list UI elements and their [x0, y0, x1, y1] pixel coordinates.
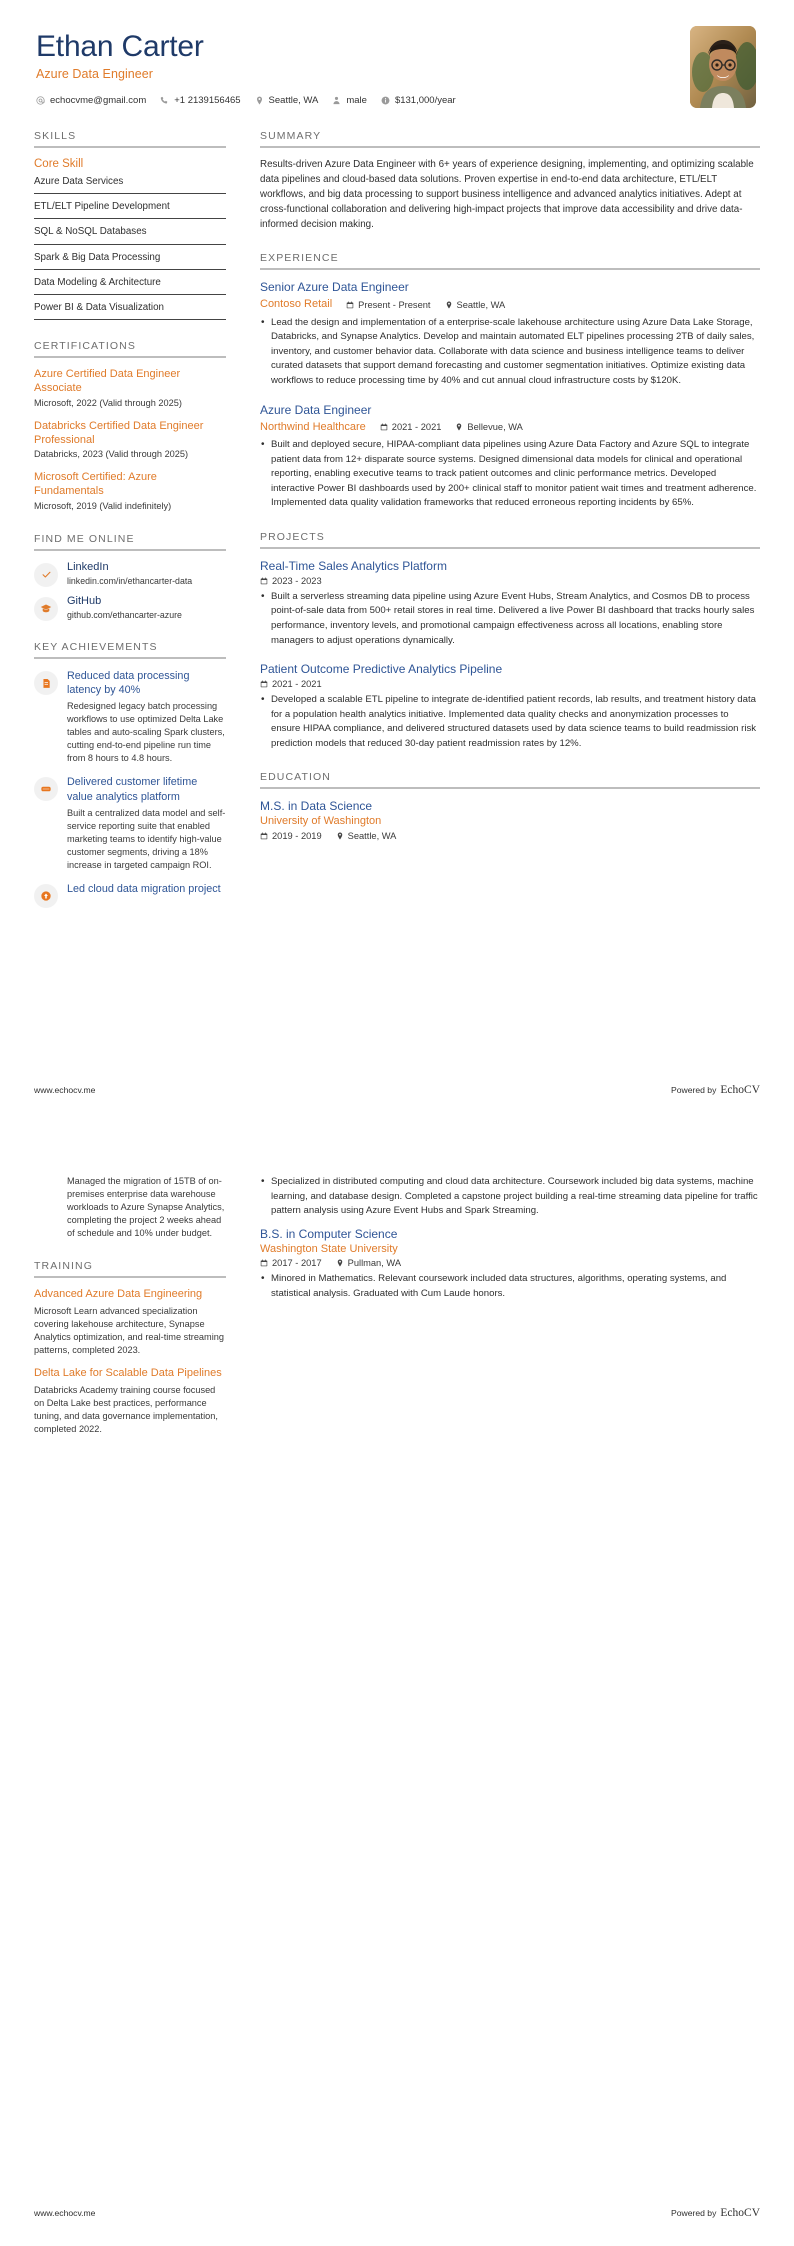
contact-email-value: echocvme@gmail.com	[50, 94, 147, 106]
contact-row	[36, 95, 470, 106]
section-find-me-online	[34, 533, 226, 621]
phone-icon	[160, 96, 169, 105]
project-bullets	[260, 590, 760, 648]
bullet: • Built and deployed secure, HIPAA-compliant data pipelines using Azure Data Factory and Azure SQL to integrate patient data from 12+ disparate source systems. Designed dimensional data models for clinical and operational reporting, enabling executive teams to track patient outcomes and clinic performance metrics. Developed interactive Power BI dashboards used by 200+ clinical staff to monitor patient wait times and treatment adherence. Implemented data quality validation frameworks that reduced erroneous reporting incidents by 65%.	[260, 438, 760, 511]
education-location: Pullman, WA	[336, 1258, 401, 1268]
contact-phone[interactable]	[160, 95, 240, 106]
experience-org: Contoso Retail	[260, 298, 333, 311]
calendar-icon	[260, 577, 268, 585]
skill-item: Data Modeling & Architecture	[34, 277, 226, 295]
experience-dates: Present - Present	[346, 300, 430, 310]
section-divider	[34, 657, 226, 659]
training-desc: Databricks Academy training course focused on Delta Lake best practices, performance tuning, and data governance implementation, completed 2022.	[34, 1385, 218, 1435]
education-location: Seattle, WA	[336, 831, 397, 841]
document-icon	[34, 671, 58, 695]
page-title: Ethan Carter	[36, 30, 204, 63]
achievement-item	[34, 882, 226, 908]
summary-text: Results-driven Azure Data Engineer with 6+ years of experience designing, implementing, and optimizing scalable data pipelines and cloud-based data solutions. Proven expertise in end-to-end data architecture, ETL/ELT workflows, and big data processing to support business intelligence and advanced analytics initiatives. Adept at cross-functional collaboration and delivering high-impact projects that improve data accessibility and drive data-informed decision making.	[260, 159, 754, 230]
section-divider	[34, 549, 226, 551]
contact-gender-value: male	[346, 94, 367, 106]
experience-title: Senior Azure Data Engineer	[260, 280, 409, 295]
section-summary	[260, 130, 760, 232]
skill-item: Power BI & Data Visualization	[34, 302, 226, 320]
experience-dates: 2021 - 2021	[380, 422, 442, 432]
experience-location: Bellevue, WA	[455, 422, 522, 432]
online-name: GitHub	[67, 594, 102, 607]
location-icon	[255, 96, 264, 105]
graduation-cap-icon	[34, 597, 58, 621]
footer-brand: EchoCV	[720, 2207, 760, 2219]
footer-site[interactable]: www.echocv.me	[34, 1085, 96, 1095]
section-experience	[260, 252, 760, 510]
cloud-upload-icon	[34, 884, 58, 908]
footer-powered-by	[671, 1084, 760, 1096]
education-bullets	[260, 1272, 760, 1301]
skill-item: Azure Data Services	[34, 176, 226, 194]
calendar-icon	[260, 832, 268, 840]
page-footer	[34, 1084, 760, 1096]
location-icon	[336, 1259, 344, 1267]
education-degree: B.S. in Computer Science	[260, 1226, 398, 1241]
achievement-title: Led cloud data migration project	[67, 882, 221, 895]
calendar-icon	[380, 423, 388, 431]
footer-site[interactable]: www.echocv.me	[34, 2208, 96, 2218]
training-name: Delta Lake for Scalable Data Pipelines	[34, 1367, 222, 1380]
certification-item	[34, 368, 226, 409]
online-item-github[interactable]	[34, 595, 226, 621]
person-icon	[332, 96, 341, 105]
contact-salary	[381, 95, 456, 106]
skill-item: Spark & Big Data Processing	[34, 252, 226, 270]
section-divider	[34, 356, 226, 358]
online-name: LinkedIn	[67, 560, 109, 573]
section-title-summary: SUMMARY	[260, 130, 322, 142]
project-entry	[260, 662, 760, 751]
certification-name: Databricks Certified Data Engineer Professional	[34, 419, 204, 446]
section-training	[34, 1260, 226, 1436]
section-title-skills: SKILLS	[34, 130, 77, 142]
section-education	[260, 771, 760, 840]
achievement-item	[34, 775, 226, 871]
achievement-item-continued	[34, 1175, 226, 1240]
section-skills	[34, 130, 226, 320]
salary-icon	[381, 96, 390, 105]
education-entry	[260, 799, 760, 840]
contact-email[interactable]	[36, 95, 146, 106]
training-desc: Microsoft Learn advanced specialization covering lakehouse architecture, Synapse Analytics optimization, and real-time streaming patterns, completed 2023.	[34, 1306, 224, 1356]
certification-item	[34, 420, 226, 461]
skill-item: ETL/ELT Pipeline Development	[34, 201, 226, 219]
section-title-find-me-online: FIND ME ONLINE	[34, 532, 135, 545]
certification-name: Microsoft Certified: Azure Fundamentals	[34, 471, 157, 498]
core-skill-label: Core Skill	[34, 158, 84, 170]
bullet: • Built a serverless streaming data pipeline using Azure Event Hubs, Stream Analytics, and Cosmos DB to process point-of-sale data from 500+ retail stores in real time. Delivered a live Power BI dashboard that tracks hourly sales performance, inventory levels, and promotional campaign effectiveness across all locations, enabling store managers to adjust operations dynamically.	[260, 590, 760, 648]
location-icon	[336, 832, 344, 840]
section-divider	[260, 146, 760, 148]
certification-item	[34, 471, 226, 512]
footer-powered-label: Powered by	[671, 2208, 717, 2218]
section-divider	[260, 787, 760, 789]
section-certifications	[34, 340, 226, 512]
section-title-training: TRAINING	[34, 1260, 93, 1273]
project-title: Real-Time Sales Analytics Platform	[260, 558, 447, 573]
training-item	[34, 1288, 226, 1357]
footer-brand: EchoCV	[720, 1084, 760, 1096]
contact-phone-value: +1 2139156465	[174, 94, 241, 106]
section-title-certifications: CERTIFICATIONS	[34, 340, 136, 353]
bullet: • Specialized in distributed computing and cloud data architecture. Coursework included big data systems, machine learning, and database design. Completed a capstone project building a real-time streaming data pipeline for traffic pattern analysis using Azure Event Hubs and Spark Streaming.	[260, 1175, 760, 1219]
project-dates: 2021 - 2021	[260, 679, 322, 689]
location-icon	[455, 423, 463, 431]
check-circle-icon	[34, 563, 58, 587]
achievement-desc: Built a centralized data model and self-service reporting suite that enabled marketing teams to identify high-value customer segments, driving a 18% increase in targeted campaign ROI.	[67, 807, 226, 870]
experience-entry	[260, 403, 760, 511]
calendar-icon	[260, 680, 268, 688]
project-entry	[260, 559, 760, 648]
contact-location-value: Seattle, WA	[268, 94, 319, 106]
card-icon	[34, 777, 58, 801]
section-title-experience: EXPERIENCE	[260, 252, 339, 265]
online-item-linkedin[interactable]	[34, 561, 226, 587]
certification-name: Azure Certified Data Engineer Associate	[34, 368, 181, 395]
experience-entry	[260, 280, 760, 388]
education-dates: 2017 - 2017	[260, 1258, 322, 1268]
footer-powered-label: Powered by	[671, 1085, 717, 1095]
project-title: Patient Outcome Predictive Analytics Pipeline	[260, 662, 503, 677]
experience-title: Azure Data Engineer	[260, 402, 372, 417]
section-title-key-achievements: KEY ACHIEVEMENTS	[34, 641, 158, 654]
experience-org: Northwind Healthcare	[260, 420, 366, 433]
contact-gender	[332, 95, 367, 106]
avatar	[690, 26, 756, 108]
resume-header	[34, 26, 760, 108]
section-divider	[260, 547, 760, 549]
contact-location	[255, 95, 319, 106]
achievement-title: Delivered customer lifetime value analytics platform	[67, 776, 198, 803]
project-bullets	[260, 693, 760, 751]
experience-location: Seattle, WA	[445, 300, 506, 310]
contact-salary-value: $131,000/year	[394, 94, 456, 106]
skill-item: SQL & NoSQL Databases	[34, 226, 226, 244]
calendar-icon	[346, 301, 354, 309]
section-divider	[260, 268, 760, 270]
achievement-desc: Managed the migration of 15TB of on-premises enterprise data warehouse workloads to Azure Synapse Analytics, completing the project 2 weeks ahead of schedule and 10% under budget.	[67, 1176, 225, 1239]
section-divider	[34, 1276, 226, 1278]
achievement-title: Reduced data processing latency by 40%	[67, 670, 190, 697]
achievement-item	[34, 669, 226, 765]
online-url: github.com/ethancarter-azure	[67, 610, 182, 621]
education-bullets	[260, 1175, 760, 1219]
section-divider	[34, 146, 226, 148]
education-entry	[260, 1227, 760, 1301]
section-title-projects: PROJECTS	[260, 530, 325, 543]
education-school: Washington State University	[260, 1242, 398, 1255]
page-footer	[34, 2207, 760, 2219]
achievement-desc: Redesigned legacy batch processing workflows to use optimized Delta Lake tables and auto-scaling Spark clusters, cutting end-to-end pipeline run time from 8 hours to 4.8 hours.	[67, 701, 225, 764]
email-icon	[36, 96, 45, 105]
experience-bullets	[260, 438, 760, 511]
experience-bullets	[260, 316, 760, 389]
training-name: Advanced Azure Data Engineering	[34, 1288, 203, 1301]
education-degree: M.S. in Data Science	[260, 799, 373, 814]
training-item	[34, 1367, 226, 1436]
online-url: linkedin.com/in/ethancarter-data	[67, 575, 193, 586]
header-identity	[36, 26, 470, 106]
certification-meta: Microsoft, 2022 (Valid through 2025)	[34, 397, 182, 408]
job-title: Azure Data Engineer	[36, 66, 153, 81]
education-dates: 2019 - 2019	[260, 831, 322, 841]
location-icon	[445, 301, 453, 309]
bullet: • Developed a scalable ETL pipeline to integrate de-identified patient records, lab results, and treatment history data for a population health analytics initiative. Implemented data quality checks and anonymization processes to ensure HIPAA compliance, and delivered structured datasets used by data science teams to build readmission risk prediction models that reduced 30-day patient readmission rates by 12%.	[260, 693, 760, 751]
footer-powered-by	[671, 2207, 760, 2219]
section-key-achievements	[34, 641, 226, 908]
project-dates: 2023 - 2023	[260, 576, 322, 586]
certification-meta: Databricks, 2023 (Valid through 2025)	[34, 449, 189, 460]
certification-meta: Microsoft, 2019 (Valid indefinitely)	[34, 500, 172, 511]
resume-page-2	[0, 1123, 794, 2246]
bullet: • Lead the design and implementation of a enterprise-scale lakehouse architecture using Azure Data Lake Storage, Databricks, and Synapse Analytics. Develop and maintain automated ELT pipelines processing 2TB of daily sales, inventory, and customer behavior data. Collaborate with data science and business intelligence teams to deliver curated datasets that support demand forecasting and customer segmentation initiatives. Optimize existing data workflows to reduce processing time by 40% and cut annual cloud infrastructure costs by $120K.	[260, 316, 760, 389]
calendar-icon	[260, 1259, 268, 1267]
bullet: • Minored in Mathematics. Relevant coursework included data structures, algorithms, operating systems, and statistical analysis. Graduated with Cum Laude honors.	[260, 1272, 760, 1301]
education-school: University of Washington	[260, 815, 382, 828]
section-title-education: EDUCATION	[260, 771, 331, 784]
section-projects	[260, 531, 760, 752]
